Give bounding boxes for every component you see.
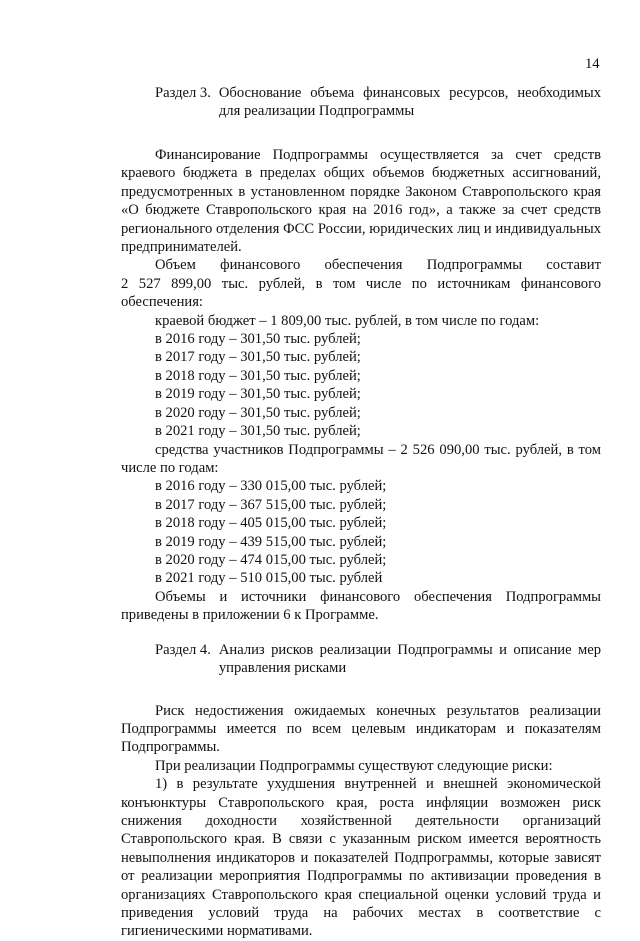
section-4 [121, 641, 601, 941]
section-3-label: Раздел 3. [155, 85, 211, 101]
section-3 [121, 84, 601, 625]
section-4-label: Раздел 4. [155, 641, 211, 658]
section-4-paragraph-risk: Риск недостижения ожидаемых конечных результатов реализации Подпрограммы имеется по всем целевым индикаторам и показателям Подпрограммы. [121, 702, 601, 756]
section-3-heading [121, 84, 601, 122]
participants-funds-year: в 2017 году – 367 515,00 тыс. рублей; [155, 496, 387, 513]
participants-funds-year: в 2019 году – 439 515,00 тыс. рублей; [155, 533, 387, 550]
regional-budget-year: в 2016 году – 301,50 тыс. рублей; [155, 331, 361, 348]
regional-budget-year: в 2020 году – 301,50 тыс. рублей; [155, 404, 361, 421]
section-4-paragraph-risks-intro: При реализации Подпрограммы существуют следующие риски: [155, 757, 553, 774]
section-4-title: Анализ рисков реализации Подпрограммы и описание мер управления рисками [218, 641, 601, 676]
section-4-paragraph-risk-1: 1) в результате ухудшения внутренней и внешней экономической конъюнктуры Ставропольского края, роста инфляции возможен риск снижения доходности хозяйственной деятельности организаций Ставропольского края. В связи с указанным риском имеется вероятность невыполнения индикаторов и показателей Подпрограммы, которые зависят от реализации мероприятия Подпрограммы по активизации проведения в организациях Ставропольского края специальной оценки условий труда и приведения условий труда на рабочих местах в соответствие с гигиеническими нормативами. [121, 776, 601, 940]
participants-funds-year: в 2021 году – 510 015,00 тыс. рублей [155, 570, 383, 587]
document-body [121, 84, 601, 941]
section-3-paragraph-volume-line2: 2 527 899,00 тыс. рублей, в том числе по источникам финансового обеспечения: [121, 275, 601, 311]
section-3-title: Обоснование объема финансовых ресурсов, необходимых для реализации Подпрограммы [218, 85, 601, 120]
regional-budget-total: краевой бюджет – 1 809,00 тыс. рублей, в том числе по годам: [155, 312, 540, 329]
regional-budget-year: в 2019 году – 301,50 тыс. рублей; [155, 386, 361, 403]
section-3-paragraph-funding: Финансирование Подпрограммы осуществляется за счет средств краевого бюджета в пределах общих объемов бюджетных ассигнований, предусмотренных в установленном порядке Законом Ставропольского края «О бюджете Ставропольского края на 2016 год», а также за счет средств регионального отделения ФСС России, юридических лиц и индивидуальных предпринимателей. [121, 147, 601, 256]
regional-budget-year: в 2021 году – 301,50 тыс. рублей; [155, 423, 361, 440]
participants-funds-year: в 2020 году – 474 015,00 тыс. рублей; [155, 551, 387, 568]
regional-budget-year: в 2018 году – 301,50 тыс. рублей; [155, 367, 361, 384]
regional-budget-year: в 2017 году – 301,50 тыс. рублей; [155, 349, 361, 366]
section-3-paragraph-closing: Объемы и источники финансового обеспечения Подпрограммы приведены в приложении 6 к Программе. [121, 588, 601, 624]
participants-funds-total: средства участников Подпрограммы – 2 526 090,00 тыс. рублей, в том числе по годам: [121, 441, 601, 476]
section-4-heading [121, 641, 601, 678]
section-3-paragraph-volume-line1: Объем финансового обеспечения Подпрограммы составит [155, 257, 601, 274]
participants-funds-year: в 2018 году – 405 015,00 тыс. рублей; [155, 515, 387, 532]
participants-funds-year: в 2016 году – 330 015,00 тыс. рублей; [155, 478, 387, 495]
page-number: 14 [585, 56, 600, 72]
